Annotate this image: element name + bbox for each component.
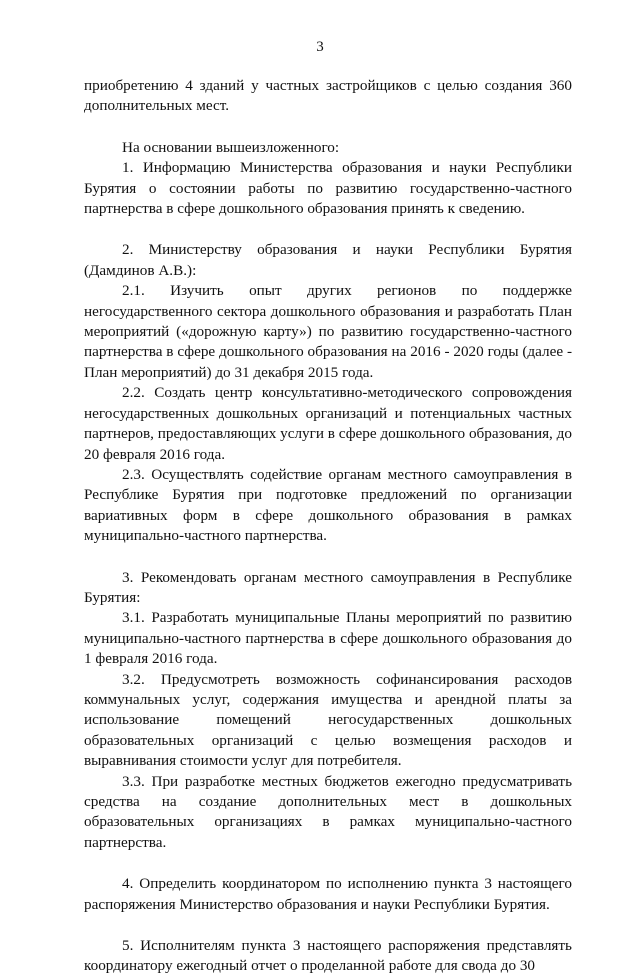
paragraph-spacer xyxy=(84,219,572,240)
paragraph: приобретению 4 зданий у частных застройщиков с целью создания 360 дополнительных мест. xyxy=(84,77,572,115)
paragraph: 2. Министерству образования и науки Республики Бурятия (Дамдинов А.В.): xyxy=(84,241,572,279)
paragraph: На основании вышеизложенного: xyxy=(122,138,340,156)
paragraph: 4. Определить координатором по исполнению пункта 3 настоящего распоряжения Министерство образования и науки Республики Бурятия. xyxy=(84,875,572,913)
paragraph: 3.2. Предусмотреть возможность софинансирования расходов коммунальных услуг, содержания имущества и арендной платы за использование помещений негосударственных дошкольных образовательных организаций с целью возмещения расходов и выравнивания стоимости услуг для потребителя. xyxy=(84,670,572,770)
paragraph: 2.1. Изучить опыт других регионов по поддержке негосударственного сектора дошкольного образования и разработать План мероприятий («дорожную карту») по развитию государственно-частного партнерства в сфере дошкольного образования на 2016 - 2020 годы (далее - План мероприятий) до 31 декабря 2015 года. xyxy=(84,282,572,381)
paragraph: 1. Информацию Министерства образования и науки Республики Бурятия о состоянии работы по развитию государственно-частного партнерства в сфере дошкольного образования принять к сведению. xyxy=(84,159,572,218)
paragraph: 3. Рекомендовать органам местного самоуправления в Республике Бурятия: xyxy=(84,568,572,606)
paragraph-spacer xyxy=(84,915,572,936)
page-number: 3 xyxy=(316,39,324,55)
paragraph: 2.2. Создать центр консультативно-методического сопровождения негосударственных дошкольных организаций и потенциальных частных партнеров, предоставляющих услуги в сфере дошкольного образования, до 20 февраля 2016 года. xyxy=(84,384,572,463)
paragraph-spacer xyxy=(84,547,572,568)
paragraph: 3.1. Разработать муниципальные Планы мероприятий по развитию муниципально-частного партнерства в сфере дошкольного образования до 1 февраля 2016 года. xyxy=(84,609,572,668)
paragraph-spacer xyxy=(84,117,572,138)
paragraph-spacer xyxy=(84,853,572,874)
paragraph: 2.3. Осуществлять содействие органам местного самоуправления в Республике Бурятия при подготовке предложений по организации вариативных форм в сфере дошкольного образования в рамках муниципально-частного партнерства. xyxy=(84,465,572,545)
document-body xyxy=(84,76,572,977)
paragraph: 3.3. При разработке местных бюджетов ежегодно предусматривать средства на создание дополнительных мест в дошкольных образовательных организациях в рамках муниципально-частного партнерства. xyxy=(84,772,572,851)
paragraph: 5. Исполнителям пункта 3 настоящего распоряжения представлять координатору ежегодный отчет о проделанной работе для свода до 30 xyxy=(84,937,572,975)
